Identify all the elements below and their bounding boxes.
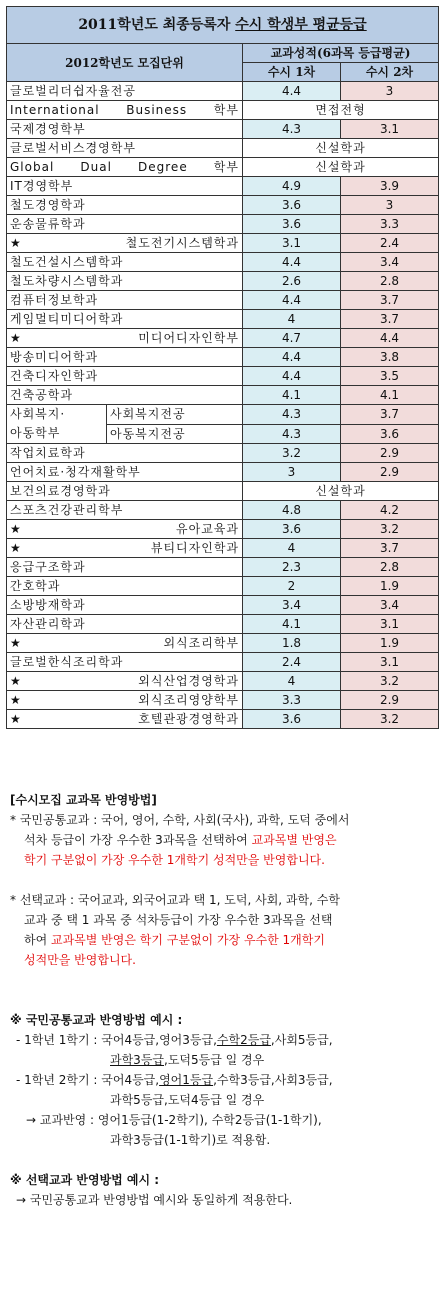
table-row	[7, 348, 439, 367]
example1-line-4: 과학5등급,도덕4등급 일 경우	[110, 1093, 265, 1107]
merged-status: 신설학과	[243, 482, 439, 501]
grade-1: 4	[243, 539, 341, 558]
dept-name: International Business 학부	[7, 101, 243, 120]
dept-name: 글로벌리더쉽자율전공	[7, 82, 243, 101]
grade-1: 3.6	[243, 215, 341, 234]
table-row	[7, 558, 439, 577]
dept-name: ★ 뷰티디자인학과	[7, 539, 243, 558]
dept-name: 자산관리학과	[7, 615, 243, 634]
grade-1: 4.4	[243, 253, 341, 272]
elective-note-line-3: 하여 교과목별 반영은 학기 구분없이 가장 우수한 1개학기	[24, 933, 325, 947]
grade-2: 3	[341, 82, 439, 101]
grade-2: 3.8	[341, 348, 439, 367]
example2-title: ※ 선택교과 반영방법 예시 :	[10, 1173, 160, 1187]
notes-title: [수시모집 교과목 반영방법]	[10, 793, 157, 807]
group-label-bottom: 아동학부	[10, 426, 61, 440]
dept-name: 철도경영학과	[7, 196, 243, 215]
merged-status: 면접전형	[243, 101, 439, 120]
grade-2: 4.1	[341, 386, 439, 405]
grade-1: 4.1	[243, 615, 341, 634]
grade-2: 2.9	[341, 463, 439, 482]
table-row	[7, 386, 439, 405]
grade-2: 2.9	[341, 691, 439, 710]
grade-2: 3.7	[341, 405, 439, 425]
grade-2: 2.4	[341, 234, 439, 253]
table-row	[7, 215, 439, 234]
table-row	[7, 691, 439, 710]
table-row	[7, 82, 439, 101]
grade-2: 3.2	[341, 520, 439, 539]
notes-section	[10, 790, 436, 1210]
dept-name: 건축공학과	[7, 386, 243, 405]
grade-1: 4.1	[243, 386, 341, 405]
grade-1: 4.4	[243, 291, 341, 310]
example2-line-1: → 국민공통교과 반영방법 예시와 동일하게 적용한다.	[16, 1193, 293, 1207]
elective-note-line-2: 교과 중 택 1 과목 중 석차등급이 가장 우수한 3과목을 선택	[24, 913, 333, 927]
grade-1: 3.1	[243, 234, 341, 253]
grade-1: 3.4	[243, 596, 341, 615]
dept-name: 작업치료학과	[7, 444, 243, 463]
grade-1: 3.6	[243, 196, 341, 215]
grade-2: 4.2	[341, 501, 439, 520]
table-title-row	[7, 7, 439, 44]
dept-name: ★ 철도전기시스템학과	[7, 234, 243, 253]
col1-header: 수시 1차	[243, 63, 341, 82]
grade-1: 4.9	[243, 177, 341, 196]
grade-2: 3.1	[341, 120, 439, 139]
grade-2: 3.3	[341, 215, 439, 234]
table-row	[7, 463, 439, 482]
grade-2: 2.8	[341, 272, 439, 291]
unit-header: 2012학년도 모집단위	[7, 44, 243, 82]
dept-name: ★ 외식조리학부	[7, 634, 243, 653]
group-label-top: 사회복지·	[10, 407, 66, 421]
grade-1: 4.3	[243, 120, 341, 139]
table-row	[7, 672, 439, 691]
grade-2: 3.9	[341, 177, 439, 196]
grade-1: 3.2	[243, 444, 341, 463]
table-body-2	[7, 444, 439, 729]
table-row	[7, 615, 439, 634]
common-note-line-1: * 국민공통교과 : 국어, 영어, 수학, 사회(국사), 과학, 도덕 중에서	[10, 813, 350, 827]
table-row	[7, 196, 439, 215]
table-row	[7, 444, 439, 463]
example1-line-3: - 1학년 2학기 : 국어4등급,영어1등급,수학3등급,사회3등급,	[16, 1073, 333, 1087]
table-row	[7, 577, 439, 596]
dept-name: 소방방재학과	[7, 596, 243, 615]
grade-1: 2.6	[243, 272, 341, 291]
dept-name: 국제경영학부	[7, 120, 243, 139]
grade-2: 3.6	[341, 424, 439, 444]
merged-status: 신설학과	[243, 158, 439, 177]
grade-header: 교과성적(6과목 등급평균)	[243, 44, 439, 63]
dept-name: 간호학과	[7, 577, 243, 596]
grade-1: 4	[243, 672, 341, 691]
table-row	[7, 234, 439, 253]
table-row	[7, 501, 439, 520]
example1-line-5: → 교과반영 : 영어1등급(1-2학기), 수학2등급(1-1학기),	[26, 1113, 322, 1127]
grade-1: 4.4	[243, 367, 341, 386]
dept-name: ★ 외식조리영양학부	[7, 691, 243, 710]
dept-name: 건축디자인학과	[7, 367, 243, 386]
grade-1: 4.7	[243, 329, 341, 348]
dept-name: ★ 미디어디자인학부	[7, 329, 243, 348]
dept-name: 철도차량시스템학과	[7, 272, 243, 291]
table-row	[7, 482, 439, 501]
grade-1: 3.6	[243, 520, 341, 539]
table-row	[7, 329, 439, 348]
table-row	[7, 653, 439, 672]
grade-1: 4.4	[243, 82, 341, 101]
grade-1: 4.8	[243, 501, 341, 520]
table-row	[7, 520, 439, 539]
grade-2: 3.7	[341, 310, 439, 329]
grade-2: 3.1	[341, 653, 439, 672]
dept-name: 사회복지전공	[107, 405, 243, 425]
dept-name: 방송미디어학과	[7, 348, 243, 367]
example1-line-2: 과학3등급,도덕5등급 일 경우	[110, 1053, 265, 1067]
table-row	[7, 177, 439, 196]
grade-1: 3.3	[243, 691, 341, 710]
table-row	[7, 120, 439, 139]
grade-1: 3	[243, 463, 341, 482]
table-row	[7, 367, 439, 386]
grade-1: 2.4	[243, 653, 341, 672]
table-row	[7, 405, 439, 425]
grade-2: 2.8	[341, 558, 439, 577]
table-row	[7, 596, 439, 615]
table-row	[7, 634, 439, 653]
example1-line-6: 과학3등급(1-1학기)로 적용함.	[110, 1133, 271, 1147]
grade-2: 3.4	[341, 596, 439, 615]
example1-title: ※ 국민공통교과 반영방법 예시 :	[10, 1013, 183, 1027]
grade-2: 3.1	[341, 615, 439, 634]
dept-name: ★ 호텔관광경영학과	[7, 710, 243, 729]
common-note-line-2: 석차 등급이 가장 우수한 3과목을 선택하여 교과목별 반영은	[24, 833, 337, 847]
dept-name: IT경영학부	[7, 177, 243, 196]
table-row	[7, 291, 439, 310]
dept-name: Global Dual Degree 학부	[7, 158, 243, 177]
table-title: 2011학년도 최종등록자 수시 학생부 평균등급	[7, 7, 439, 44]
dept-name: 게임멀티미디어학과	[7, 310, 243, 329]
example1-line-1: - 1학년 1학기 : 국어4등급,영어3등급,수학2등급,사회5등급,	[16, 1033, 333, 1047]
grade-2: 3.5	[341, 367, 439, 386]
dept-name: 아동복지전공	[107, 424, 243, 444]
dept-name: 컴퓨터정보학과	[7, 291, 243, 310]
table-row	[7, 253, 439, 272]
dept-name: 운송물류학과	[7, 215, 243, 234]
grade-2: 3.2	[341, 672, 439, 691]
table-row	[7, 539, 439, 558]
dept-name: 글로벌서비스경영학부	[7, 139, 243, 158]
table-row	[7, 101, 439, 120]
grade-1: 1.8	[243, 634, 341, 653]
table-row	[7, 710, 439, 729]
grade-2: 3.7	[341, 539, 439, 558]
col2-header: 수시 2차	[341, 63, 439, 82]
table-row	[7, 139, 439, 158]
merged-status: 신설학과	[243, 139, 439, 158]
table-body-1	[7, 82, 439, 405]
elective-note-line-4: 성적만을 반영합니다.	[24, 953, 136, 967]
group-label-cell	[7, 405, 107, 444]
header-row	[7, 44, 439, 63]
dept-name: 언어치료·청각재활학부	[7, 463, 243, 482]
grade-1: 4.3	[243, 405, 341, 425]
grade-2: 1.9	[341, 577, 439, 596]
grade-1: 3.6	[243, 710, 341, 729]
grade-2: 4.4	[341, 329, 439, 348]
dept-name: 글로벌한식조리학과	[7, 653, 243, 672]
grade-2: 3.4	[341, 253, 439, 272]
elective-note-line-1: * 선택교과 : 국어교과, 외국어교과 택 1, 도덕, 사회, 과학, 수학	[10, 893, 340, 907]
table-row	[7, 158, 439, 177]
grade-1: 2	[243, 577, 341, 596]
grade-1: 4.4	[243, 348, 341, 367]
grade-2: 3.2	[341, 710, 439, 729]
grade-2: 2.9	[341, 444, 439, 463]
common-note-line-3: 학기 구분없이 가장 우수한 1개학기 성적만을 반영합니다.	[24, 853, 325, 867]
grade-2: 1.9	[341, 634, 439, 653]
grade-1: 2.3	[243, 558, 341, 577]
dept-name: 스포츠건강관리학부	[7, 501, 243, 520]
grade-table	[6, 6, 439, 729]
dept-name: 철도건설시스템학과	[7, 253, 243, 272]
grade-1: 4	[243, 310, 341, 329]
grade-table-wrap	[6, 6, 438, 729]
dept-name: 보건의료경영학과	[7, 482, 243, 501]
table-row	[7, 272, 439, 291]
grade-1: 4.3	[243, 424, 341, 444]
grade-2: 3.7	[341, 291, 439, 310]
dept-name: 응급구조학과	[7, 558, 243, 577]
grade-2: 3	[341, 196, 439, 215]
table-row	[7, 310, 439, 329]
dept-name: ★ 외식산업경영학과	[7, 672, 243, 691]
dept-name: ★ 유아교육과	[7, 520, 243, 539]
